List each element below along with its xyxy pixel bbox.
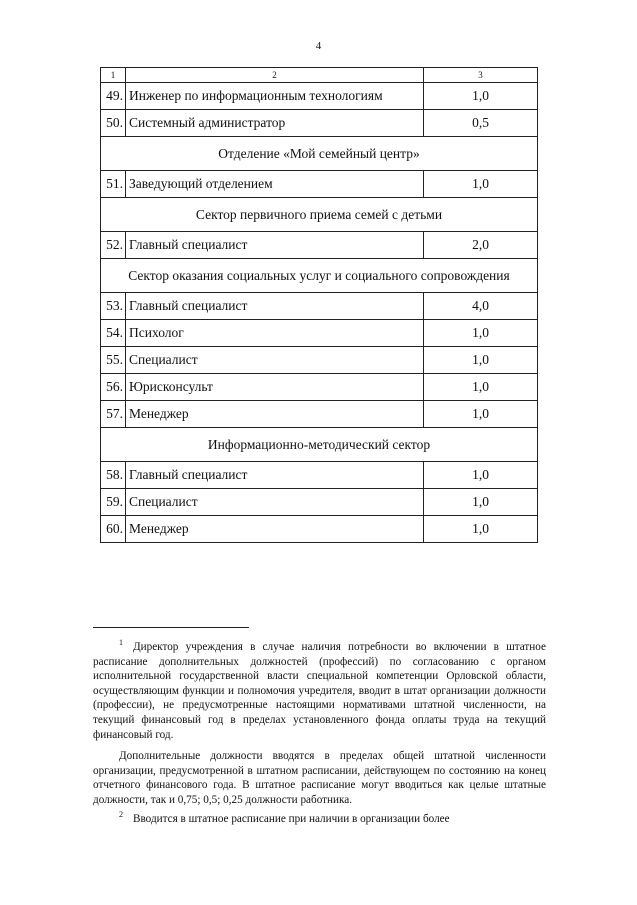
- row-number: 51.: [101, 171, 126, 198]
- staff-rate: 2,0: [424, 232, 538, 259]
- row-number: 57.: [101, 401, 126, 428]
- staff-rate: 1,0: [424, 347, 538, 374]
- row-number: 54.: [101, 320, 126, 347]
- footnote-1: [93, 636, 546, 742]
- table-row: [101, 374, 538, 401]
- position-name: Менеджер: [126, 516, 424, 543]
- table-row: [101, 516, 538, 543]
- position-name: Специалист: [126, 489, 424, 516]
- staff-rate: 1,0: [424, 462, 538, 489]
- section-header-row: [101, 198, 538, 232]
- column-header-rate: 3: [424, 68, 538, 83]
- position-name: Системный администратор: [126, 110, 424, 137]
- position-name: Менеджер: [126, 401, 424, 428]
- footnote-separator: [93, 627, 249, 628]
- row-number: 59.: [101, 489, 126, 516]
- section-header-row: [101, 259, 538, 293]
- table-row: [101, 320, 538, 347]
- table-row: [101, 171, 538, 198]
- table-row: [101, 293, 538, 320]
- table-row: [101, 83, 538, 110]
- row-number: 52.: [101, 232, 126, 259]
- position-name: Заведующий отделением: [126, 171, 424, 198]
- section-title: Сектор первичного приема семей с детьми: [101, 198, 538, 232]
- footnote-2-text: Вводится в штатное расписание при наличии в организации более: [133, 812, 450, 825]
- table-row: [101, 232, 538, 259]
- row-number: 56.: [101, 374, 126, 401]
- section-header-row: [101, 137, 538, 171]
- position-name: Психолог: [126, 320, 424, 347]
- table-row: [101, 462, 538, 489]
- footnote-1-note: Дополнительные должности вводятся в пределах общей штатной численности организации, предусмотренной в штатном расписании, действующем по состоянию на конец отчетного финансового года. В штатное расписание могут вводиться как целые штатные должности, так и 0,75; 0,5; 0,25 должности работника.: [93, 750, 546, 806]
- staffing-table-body: [101, 68, 538, 543]
- table-row: [101, 347, 538, 374]
- staff-rate: 1,0: [424, 171, 538, 198]
- staff-rate: 1,0: [424, 83, 538, 110]
- row-number: 50.: [101, 110, 126, 137]
- staffing-table: [100, 67, 538, 543]
- position-name: Главный специалист: [126, 293, 424, 320]
- section-title: Информационно-методический сектор: [101, 428, 538, 462]
- position-name: Инженер по информационным технологиям: [126, 83, 424, 110]
- staff-rate: 1,0: [424, 320, 538, 347]
- staff-rate: 1,0: [424, 516, 538, 543]
- position-name: Главный специалист: [126, 462, 424, 489]
- row-number: 49.: [101, 83, 126, 110]
- position-name: Юрисконсульт: [126, 374, 424, 401]
- staff-rate: 4,0: [424, 293, 538, 320]
- footnote-2-mark: 2: [119, 809, 123, 819]
- table-row: [101, 401, 538, 428]
- section-header-row: [101, 428, 538, 462]
- table-header-row: [101, 68, 538, 83]
- footnote-2: [93, 808, 546, 827]
- page-number: 4: [315, 40, 322, 52]
- row-number: 60.: [101, 516, 126, 543]
- position-name: Главный специалист: [126, 232, 424, 259]
- row-number: 55.: [101, 347, 126, 374]
- staff-rate: 1,0: [424, 374, 538, 401]
- footnote-1-text: Директор учреждения в случае наличия потребности во включении в штатное расписание дополнительных должностей (профессий) по согласованию с органом исполнительной государственной власти специальной компетенции Орловской области, осуществляющим функции и полномочия учредителя, вводит в штат организации должности (профессии), не предусмотренные настоящими нормативами штатной численности, на текущий финансовый год в пределах установленного фонда оплаты труда на текущий финансовый год.: [93, 641, 546, 741]
- row-number: 58.: [101, 462, 126, 489]
- footnotes: [93, 636, 546, 826]
- footnote-1-mark: 1: [119, 638, 123, 647]
- staff-rate: 1,0: [424, 489, 538, 516]
- section-title: Сектор оказания социальных услуг и социального сопровождения: [101, 259, 538, 293]
- table-row: [101, 489, 538, 516]
- column-header-number: 1: [101, 68, 126, 83]
- row-number: 53.: [101, 293, 126, 320]
- staff-rate: 0,5: [424, 110, 538, 137]
- column-header-position: 2: [126, 68, 424, 83]
- table-row: [101, 110, 538, 137]
- staff-rate: 1,0: [424, 401, 538, 428]
- position-name: Специалист: [126, 347, 424, 374]
- section-title: Отделение «Мой семейный центр»: [101, 137, 538, 171]
